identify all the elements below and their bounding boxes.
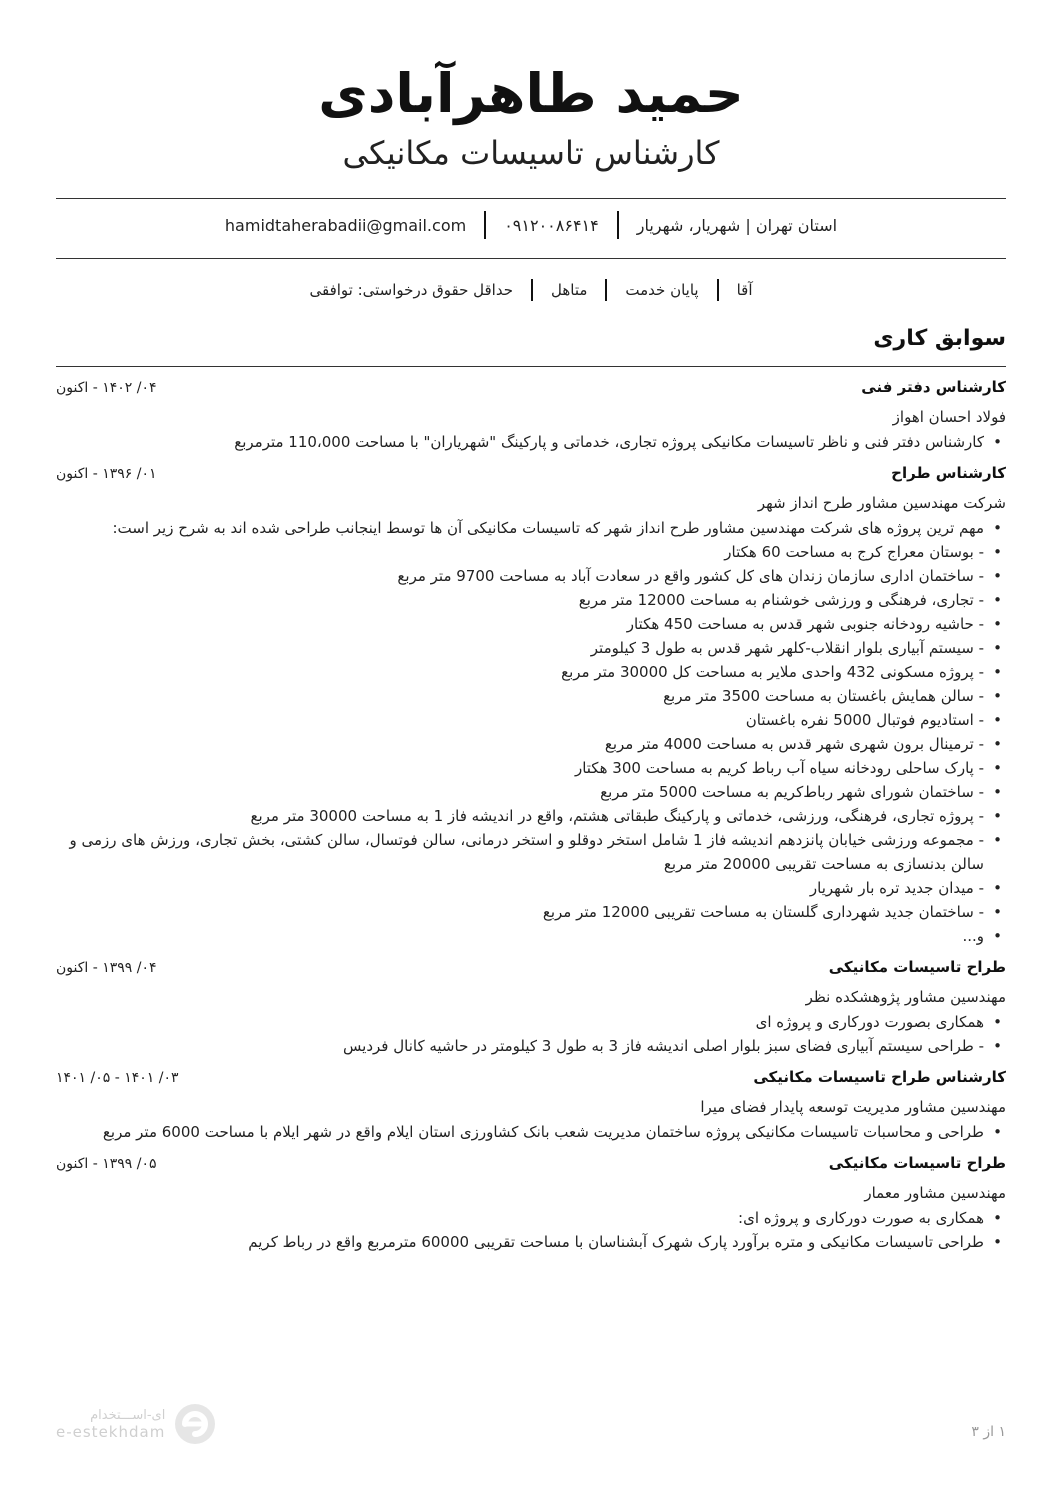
list-item: • - ترمینال برون شهری شهر قدس به مساحت 4000 متر مربع xyxy=(56,732,984,756)
marital-status-text: متاهل xyxy=(551,281,588,299)
divider-top xyxy=(56,198,1006,199)
gender-text: آقا xyxy=(736,281,753,299)
separator xyxy=(531,279,533,301)
military-status-text: پایان خدمت xyxy=(625,281,699,299)
candidate-name: حمید طاهرآبادی xyxy=(318,62,744,125)
brand-logo[interactable] xyxy=(56,1402,217,1446)
job-items xyxy=(56,1120,1006,1144)
salary-text: حداقل حقوق درخواستی: توافقی xyxy=(309,281,513,299)
phone-text[interactable]: ۰۹۱۲۰۰۸۶۴۱۴ xyxy=(504,215,599,235)
logo-icon xyxy=(173,1402,217,1446)
list-item: • - تجاری، فرهنگی و ورزشی خوشنام به مساحت 12000 متر مربع xyxy=(56,588,984,612)
list-item: • - پروژه مسکونی 432 واحدی ملایر به مساحت کل 30000 متر مربع xyxy=(56,660,984,684)
job-title: کارشناس دفتر فنی xyxy=(861,378,1006,396)
list-item: • - پارک ساحلی رودخانه سیاه آب رباط کریم به مساحت 300 هکتار xyxy=(56,756,984,780)
job-date: ۰۳/ ۱۴۰۱ - ۰۵/ ۱۴۰۱ xyxy=(56,1070,179,1086)
job-title: طراح تاسیسات مکانیکی xyxy=(828,958,1006,976)
personal-info-row xyxy=(56,272,1006,308)
job-title: کارشناس طراح تاسیسات مکانیکی xyxy=(753,1068,1006,1086)
company-name: مهندسین مشاور پژوهشکده نظر xyxy=(805,988,1006,1006)
location-text: استان تهران | شهریار، شهریار xyxy=(636,215,838,235)
list-item: • - استادیوم فوتبال 5000 نفره باغستان xyxy=(56,708,984,732)
contact-row xyxy=(56,205,1006,245)
list-item: • - ساختمان جدید شهرداری گلستان به مساحت تقریبی 12000 متر مربع xyxy=(56,900,984,924)
separator xyxy=(617,211,619,239)
list-item: • - میدان جدید تره بار شهریار xyxy=(56,876,984,900)
job-title: طراح تاسیسات مکانیکی xyxy=(828,1154,1006,1172)
job-items xyxy=(56,516,1006,948)
job-entry xyxy=(56,464,1006,948)
job-entry xyxy=(56,958,1006,1058)
job-date: ۰۱/ ۱۳۹۶ - اکنون xyxy=(56,466,157,482)
list-item: • طراحی و محاسبات تاسیسات مکانیکی پروژه ساختمان مدیریت شعب بانک کشاورزی استان ایلام واقع در شهر ایلام با مساحت 6000 متر مربع xyxy=(56,1120,984,1144)
list-item: • - بوستان معراج کرج به مساحت 60 هکتار xyxy=(56,540,984,564)
candidate-title: کارشناس تاسیسات مکانیکی xyxy=(342,134,720,172)
job-entry xyxy=(56,378,1006,454)
list-item: • - سالن همایش باغستان به مساحت 3500 متر مربع xyxy=(56,684,984,708)
resume-page xyxy=(56,0,1006,1500)
company-name: مهندسین مشاور مدیریت توسعه پایدار فضای میرا xyxy=(700,1098,1006,1116)
list-item: • همکاری به صورت دورکاری و پروژه ای: xyxy=(56,1206,984,1230)
job-date: ۰۵/ ۱۳۹۹ - اکنون xyxy=(56,1156,157,1172)
section-divider xyxy=(56,366,1006,367)
list-item: • کارشناس دفتر فنی و ناظر تاسیسات مکانیکی پروژه تجاری، خدماتی و پارکینگ "شهریاران" با مساحت 110،000 مترمربع xyxy=(56,430,984,454)
divider-bottom xyxy=(56,258,1006,259)
job-items xyxy=(56,1010,1006,1058)
page-number: ۱ از ۳ xyxy=(971,1424,1006,1440)
job-entry xyxy=(56,1068,1006,1144)
list-item: • همکاری بصورت دورکاری و پروژه ای xyxy=(56,1010,984,1034)
list-item: • - ساختمان شورای شهر رباط‌کریم به مساحت 5000 متر مربع xyxy=(56,780,984,804)
list-item: • - ساختمان اداری سازمان زندان های کل کشور واقع در سعادت آباد به مساحت 9700 متر مربع xyxy=(56,564,984,588)
job-items xyxy=(56,430,1006,454)
list-item: • طراحی تاسیسات مکانیکی و متره برآورد پارک شهرک آبشناسان با مساحت تقریبی 60000 مترمربع واقع در رباط کریم xyxy=(56,1230,984,1254)
job-date: ۰۴/ ۱۳۹۹ - اکنون xyxy=(56,960,157,976)
separator xyxy=(484,211,486,239)
list-item: • - پروژه تجاری، فرهنگی، ورزشی، خدماتی و پارکینگ طبقاتی هشتم، واقع در اندیشه فاز 1 به مساحت 30000 متر مربع xyxy=(56,804,984,828)
list-item: • و... xyxy=(56,924,984,948)
job-list xyxy=(56,378,1006,1264)
list-item: • - حاشیه رودخانه جنوبی شهر قدس به مساحت 450 هکتار xyxy=(56,612,984,636)
company-name: مهندسین مشاور معمار xyxy=(864,1184,1006,1202)
separator xyxy=(605,279,607,301)
logo-text-fa: ای-اســـتخدام xyxy=(90,1408,166,1423)
company-name: فولاد احسان اهواز xyxy=(892,408,1006,426)
job-entry xyxy=(56,1154,1006,1254)
list-item: • - سیستم آبیاری بلوار انقلاب-کلهر شهر قدس به طول 3 کیلومتر xyxy=(56,636,984,660)
logo-text-en: e-estekhdam xyxy=(56,1423,166,1441)
list-item: • - طراحی سیستم آبیاری فضای سبز بلوار اصلی اندیشه فاز 3 به طول 3 کیلومتر در حاشیه کانال فردیس xyxy=(56,1034,984,1058)
section-title-experience: سوابق کاری xyxy=(873,326,1006,351)
job-items xyxy=(56,1206,1006,1254)
separator xyxy=(717,279,719,301)
job-title: کارشناس طراح xyxy=(891,464,1006,482)
company-name: شرکت مهندسین مشاور طرح انداز شهر xyxy=(757,494,1006,512)
list-item: • - مجموعه ورزشی خیابان پانزدهم اندیشه فاز 1 شامل استخر دوقلو و استخر درمانی، سالن فوتسال، سالن کشتی، بخش تجاری، ورزش های رزمی و سالن بدنسازی به مساحت تقریبی 20000 متر مربع xyxy=(56,828,984,876)
email-link[interactable]: hamidtaherabadii@gmail.com xyxy=(224,215,467,235)
list-item: • مهم ترین پروژه های شرکت مهندسین مشاور طرح انداز شهر که تاسیسات مکانیکی آن ها توسط اینجانب طراحی شده اند به شرح زیر است: xyxy=(56,516,984,540)
job-date: ۰۴/ ۱۴۰۲ - اکنون xyxy=(56,380,157,396)
